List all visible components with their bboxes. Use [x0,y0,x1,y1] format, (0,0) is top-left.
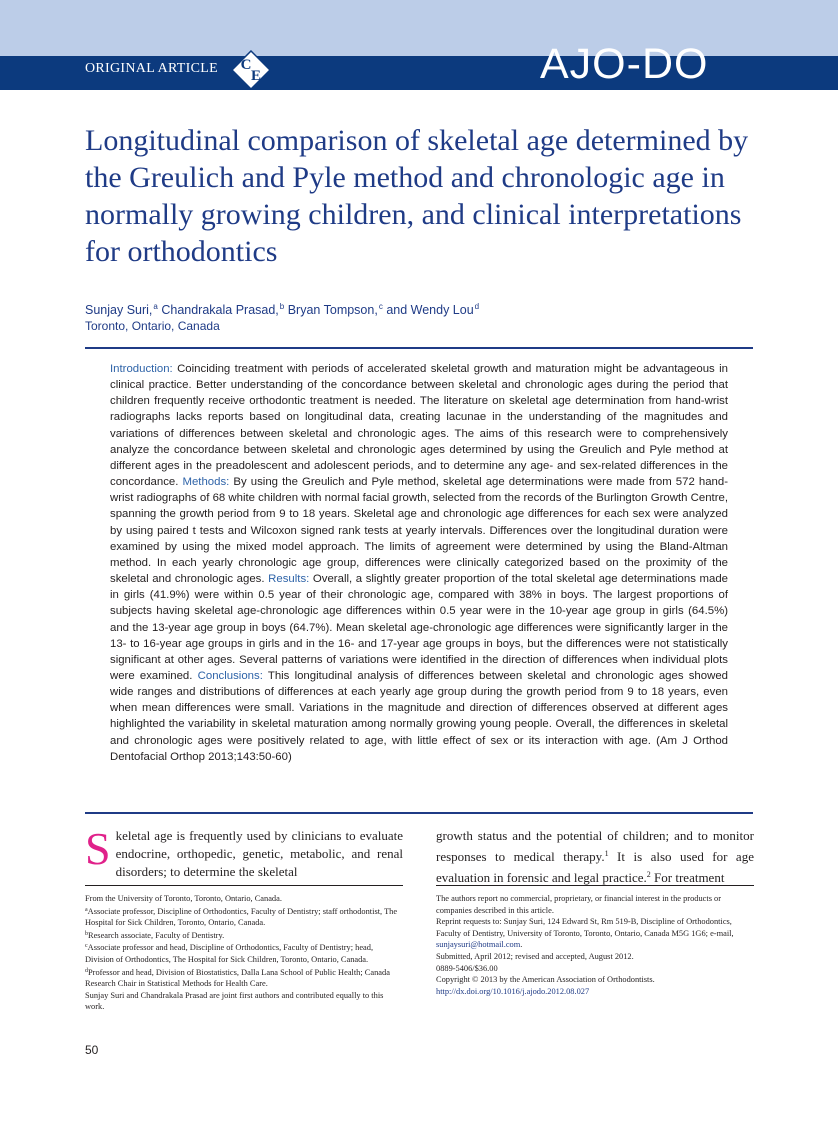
author-name: Bryan Tompson, [287,303,378,317]
footnote-disclosure: The authors report no commercial, proprietary, or financial interest in the products or companies described in this article. [436,894,722,915]
footnote-rule-right [436,885,754,886]
footnote-rule-left [85,885,403,886]
footnotes-right [436,893,756,997]
author-affiliation-mark: d [474,302,480,311]
journal-logo: AJO-DO [540,40,709,88]
page-number: 50 [85,1043,99,1057]
abstract-methods-heading: Methods: [182,476,230,489]
doi-link[interactable]: http://dx.doi.org/10.1016/j.ajodo.2012.08.027 [436,986,590,996]
footnote-price: 0889-5406/$36.00 [436,963,498,973]
author-name: Chandrakala Prasad, [161,303,279,317]
author-affiliation-mark: b [279,302,285,311]
abstract-conclusions-heading: Conclusions: [197,669,263,682]
ce-logo-letter-c: C [240,57,252,73]
ce-logo-icon [231,50,271,90]
author-email-link[interactable]: sunjaysuri@hotmail.com [436,940,521,950]
abstract-top-rule [85,347,753,349]
abstract-bottom-rule [85,812,753,814]
footnote-submitted: Submitted, April 2012; revised and accepted, August 2012. [436,951,634,961]
footnote-d: $^d$Professor and head, Division of Biostatistics, Dalla Lana School of Public Health; Canada Research Chair in Statistical Methods for Health Care. [85,967,390,989]
footnote-reprint: Reprint requests to: Sunjay Suri, 124 Edward St, Rm 519-B, Discipline of Orthodontics, Faculty of Dentistry, University of Toronto, Toronto, Ontario, Canada M5G 1G6; e-mail, sunjaysuri@hotmail.com. [436,917,734,950]
drop-cap: S [85,823,111,874]
footnotes-left [85,893,403,1013]
author-name: Sunjay Suri, [85,303,153,317]
abstract-results-text: Overall, a slightly greater proportion of the total skeletal age determinations made in girls (41.9%) were within 0.5 year of their chronologic age, compared with 38% in boys. The largest proportions of subjects having skeletal age-chronologic age differences within 0.5 year were in the 10-year age group in girls (64.5%) and the 13-year age group in boys (64.7%). Mean skeletal age-chronologic age differences were significantly larger in the 13- to 16-year age groups in girls and in the 16- and 17-year age groups in boys, but the differences were not statistically significant at other ages. Several patterns of variations were identified in the direction of differences when individual plots were examined. [110,573,728,682]
author-location: Toronto, Ontario, Canada [85,319,220,333]
body-column-left [85,823,403,881]
body-text-right: It is also used for age evaluation in forensic and legal practice. [436,849,754,885]
header-band-light [0,0,838,56]
footnote-b: $^b$Research associate, Faculty of Dentistry. [85,930,225,940]
reference-mark: 2 [646,870,651,879]
abstract-intro-text: Coinciding treatment with periods of accelerated skeletal growth and maturation might be advantageous in clinical practice. Better understanding of the concordance between skeletal and chronologic ages during the period that children frequently receive orthodontic treatment is needed. The literature on skeletal age determination from hand-wrist radiographs lacks reports based on longitudinal data, creating lacunae in the understanding of the magnitudes and variations of differences between skeletal and chronologic ages. The aims of this research were to comprehensively analyze the concordance between skeletal and chronologic ages determined by using the Greulich and Pyle method at different ages in the preadolescent and adolescent periods, and to determine any age- and sex-related differences in the concordance. [110,363,728,489]
footnote-affiliation: From the University of Toronto, Toronto, Ontario, Canada. [85,894,282,903]
reference-mark: 1 [604,849,609,858]
body-column-right [436,827,754,887]
footnote-c: $^c$Associate professor and head, Discipline of Orthodontics, Faculty of Dentistry; head, Division of Orthodontics, The Hospital for Sick Children, Toronto, Ontario, Canada. [85,943,374,964]
author-list [85,302,479,317]
author-name: and Wendy Lou [386,303,474,317]
body-text-right: growth status and the potential of children; and to monitor responses to medical therapy. [436,828,754,864]
abstract-intro-heading: Introduction: [110,363,173,375]
article-type-label: ORIGINAL ARTICLE [85,61,218,76]
ce-logo-letter-e: E [250,68,262,84]
author-affiliation-mark: a [153,302,158,311]
abstract-conclusions-text: This longitudinal analysis of differences between skeletal and chronologic ages showed wide ranges and distributions of differences at each yearly age group during the growth period from 9 to 18 years, even when mean differences were small. Variations in the magnitude and direction of differences observed at different ages highlighted the variability in skeletal maturation among normally growing young people. Overall, the differences in skeletal and chronologic ages were positively related to age, with little effect of sex or its interaction with age. [110,669,728,747]
article-title: Longitudinal comparison of skeletal age determined by the Greulich and Pyle method and chronologic age in normally growing children, and clinical interpretations for orthodontics [85,124,749,268]
body-text-right: For treatment [650,870,725,885]
author-affiliation-mark: c [378,302,383,311]
footnote-copyright: Copyright © 2013 by the American Association of Orthodontists. [436,975,655,985]
abstract-results-heading: Results: [268,573,310,586]
abstract [110,361,728,765]
footnote-joint-authors: Sunjay Suri and Chandrakala Prasad are joint first authors and contributed equally to this work. [85,990,384,1012]
abstract-citation: (Am J Orthod Dentofacial Orthop 2013;143:50-60) [110,734,729,763]
footnote-a: $^a$Associate professor, Discipline of Orthodontics, Faculty of Dentistry; staff orthodontist, The Hospital for Sick Children, Toronto, Ontario, Canada. [85,906,398,928]
abstract-methods-text: By using the Greulich and Pyle method, skeletal age determinations were made from 572 hand-wrist radiographs of 68 white children with normal facial growth, selected from the records of the Burlington Growth Centre, spanning the growth period from 9 to 18 years. Skeletal age and chronologic age differences for each sex were analyzed by using paired t tests and Wilcoxon signed rank tests at yearly intervals. Differences over the longitudinal duration were examined by using the mixed model approach. The limits of agreement were determined by using the Bland-Altman method. In each yearly chronologic age group, differences were clinically categorized based on the proximity of the skeletal and chronologic ages. [110,476,728,586]
body-text-left: keletal age is frequently used by clinicians to evaluate endocrine, orthopedic, genetic, metabolic, and renal disorders; to determine the skeletal [115,828,403,879]
